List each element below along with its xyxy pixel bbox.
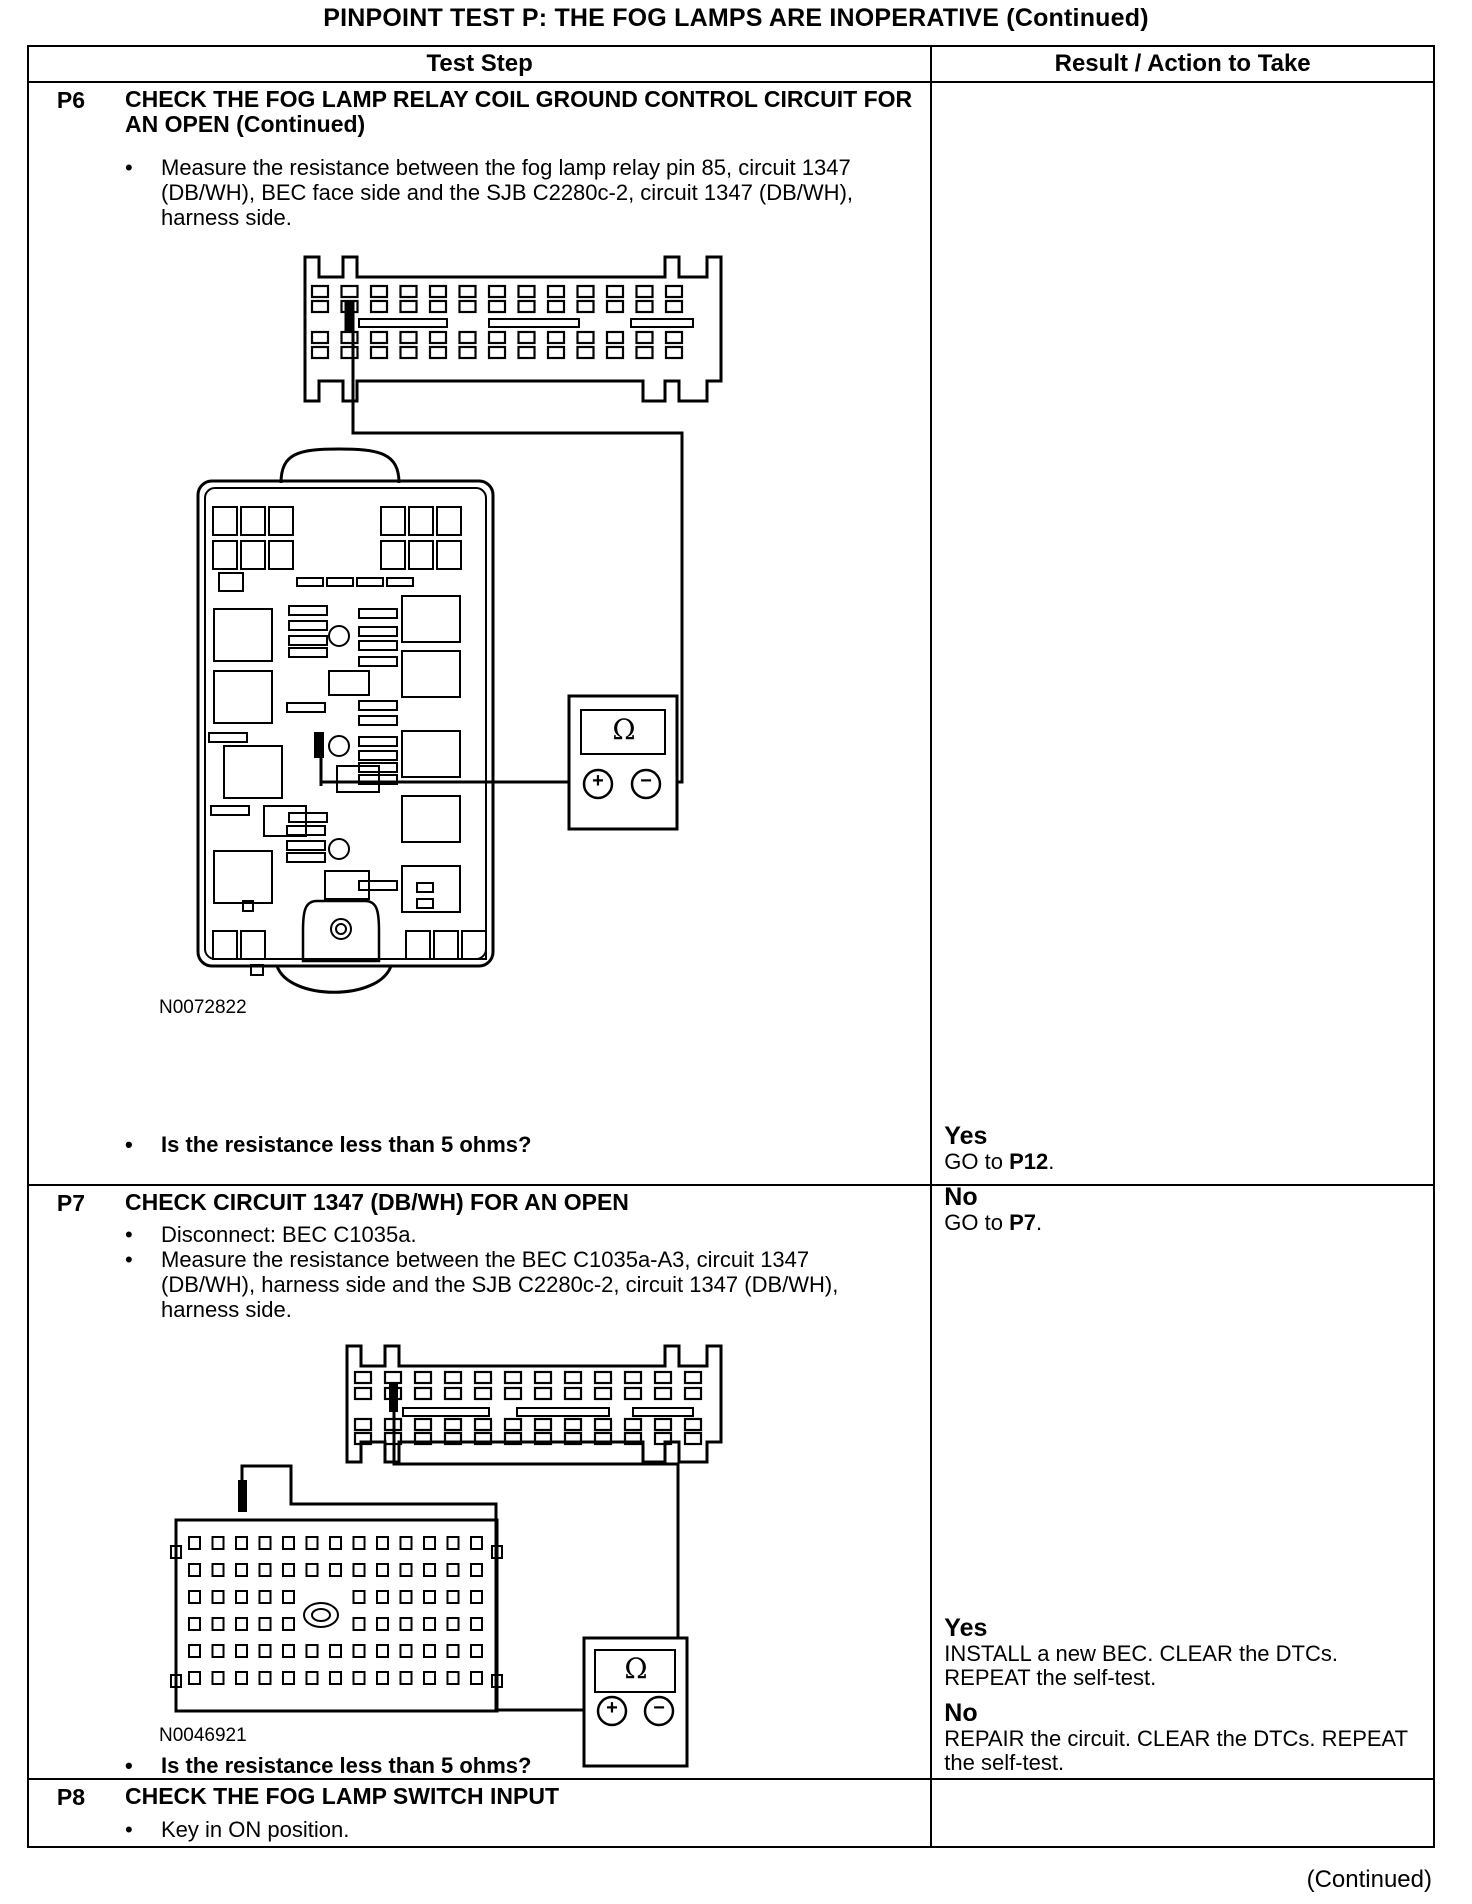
relay [325, 871, 369, 899]
connector-pin [283, 1591, 294, 1603]
bec-connector-pins [189, 1537, 482, 1684]
probe-plus-label: + [606, 1697, 618, 1719]
result-no [944, 1700, 1414, 1775]
step-p6-layout [29, 83, 930, 1184]
connector-pin [424, 1564, 435, 1576]
connector-pin [505, 1388, 521, 1399]
connector-pin [377, 1618, 388, 1630]
connector-pin [548, 286, 564, 297]
instruction-item: • Measure the resistance between the fog lamp relay pin 85, circuit 1347 (DB/WH), BEC face side and the SJB C2280c-2, circuit 1347 (DB/WH), harness side. [29, 155, 930, 230]
connector-pin [307, 1645, 318, 1657]
step-row-p8 [28, 1779, 1434, 1847]
mini-fuse [289, 621, 327, 630]
connector-pin [471, 1645, 482, 1657]
relay [402, 731, 460, 777]
connector-pin [595, 1388, 611, 1399]
connector-pin [565, 1419, 581, 1430]
ohm-symbol: Ω [624, 1652, 648, 1685]
connector-pin [637, 301, 653, 312]
connector-pin [519, 286, 535, 297]
wiring-diagram-p6 [29, 141, 931, 1184]
result-yes [944, 1615, 1414, 1690]
mini-fuse [289, 813, 327, 822]
connector-pin [666, 347, 682, 358]
connector-pin [342, 347, 358, 358]
step-id: P7 [56, 1190, 86, 1216]
goto-target: P12 [1009, 1149, 1049, 1174]
connector-pin [213, 1672, 224, 1684]
action-suffix: . [1036, 1210, 1043, 1235]
connector-pin [283, 1645, 294, 1657]
connector-pin [445, 1419, 461, 1430]
result-no-label: No [944, 1183, 978, 1211]
connector-pin [189, 1645, 200, 1657]
mini-fuse [359, 751, 397, 760]
connector-pin [354, 1591, 365, 1603]
connector-pin [312, 301, 328, 312]
action-text: GO to [944, 1149, 1010, 1174]
relay [214, 609, 272, 661]
fuse [409, 507, 433, 535]
connector-pin [430, 286, 446, 297]
connector-pin [595, 1372, 611, 1383]
connector-pin [354, 1645, 365, 1657]
connector-pin [330, 1537, 341, 1549]
mini-fuse [359, 609, 397, 618]
relay [224, 746, 282, 798]
fuse [241, 507, 265, 535]
mini-fuse [289, 636, 327, 645]
connector-pin [371, 347, 387, 358]
fuse [213, 541, 237, 569]
connector-pin [448, 1618, 459, 1630]
connector-pin [505, 1372, 521, 1383]
connector-pin [448, 1591, 459, 1603]
connector-pin [666, 301, 682, 312]
connector-pin [519, 332, 535, 343]
connector-pin [415, 1419, 431, 1430]
connector-pin [565, 1388, 581, 1399]
test-question: • Is the resistance less than 5 ohms? [29, 1753, 930, 1778]
wiring-diagram-p7 [29, 1220, 931, 1778]
question-list [29, 1753, 930, 1778]
relay [402, 651, 460, 697]
connector-pin [625, 1372, 641, 1383]
connector-pin [236, 1564, 247, 1576]
relay [402, 866, 460, 912]
connector-pin [448, 1564, 459, 1576]
connector-pin [330, 1564, 341, 1576]
connector-pin [471, 1591, 482, 1603]
connector-pin [475, 1388, 491, 1399]
connector-pin [371, 332, 387, 343]
connector-pin [354, 1564, 365, 1576]
connector-slots [403, 1408, 693, 1416]
probe-minus-label: − [653, 1697, 665, 1719]
connector-pin [578, 301, 594, 312]
connector-pin [578, 286, 594, 297]
connector-pin [448, 1537, 459, 1549]
connector-pin [236, 1645, 247, 1657]
connector-pin [548, 332, 564, 343]
stud-terminal [329, 736, 349, 756]
connector-pin [578, 332, 594, 343]
step-row-p6 [28, 82, 1434, 1185]
probe-minus-label: − [640, 770, 652, 792]
connector-pin [489, 332, 505, 343]
connector-pin [430, 347, 446, 358]
connector-pin [377, 1564, 388, 1576]
step-id: P6 [56, 87, 86, 113]
connector-pin [445, 1388, 461, 1399]
connector-pin [685, 1419, 701, 1430]
connector-pin [377, 1672, 388, 1684]
column-header-result: Result / Action to Take [931, 46, 1434, 82]
sjb-connector-c2280c [305, 257, 721, 401]
connector-pin [283, 1672, 294, 1684]
mini-fuse [287, 853, 325, 862]
step-cell-p6 [28, 82, 931, 1185]
connector-pin [535, 1419, 551, 1430]
connector-pin [578, 347, 594, 358]
mini-fuse [359, 701, 397, 710]
relay [402, 796, 460, 842]
relay [329, 671, 369, 695]
connector-pin [637, 332, 653, 343]
connector-pin [685, 1388, 701, 1399]
probe-relay-pin-85 [315, 733, 323, 757]
fuse [213, 931, 237, 959]
instruction-item: • Key in ON position. [29, 1817, 930, 1842]
result-yes-action [944, 1150, 1054, 1174]
result-cell-p7 [931, 1185, 1434, 1779]
connector-pin [401, 1591, 412, 1603]
connector-pin [371, 286, 387, 297]
connector-pin [330, 1672, 341, 1684]
fuse [241, 931, 265, 959]
connector-pin [189, 1537, 200, 1549]
instruction-list [29, 1817, 930, 1842]
probe-plus-label: + [592, 770, 604, 792]
connector-pin [189, 1672, 200, 1684]
connector-pin [307, 1564, 318, 1576]
step-cell-p8 [28, 1779, 931, 1847]
connector-pin [189, 1564, 200, 1576]
result-yes [944, 1123, 1054, 1174]
relay [402, 596, 460, 642]
connector-pin [448, 1645, 459, 1657]
fuse [269, 541, 293, 569]
connector-pin [377, 1591, 388, 1603]
mini-fuse [359, 627, 397, 636]
step-title: CHECK CIRCUIT 1347 (DB/WH) FOR AN OPEN [125, 1189, 629, 1215]
connector-pin [213, 1537, 224, 1549]
connector-pin [354, 1618, 365, 1630]
connector-pin [625, 1419, 641, 1430]
mini-fuse [417, 899, 433, 908]
stud-terminal [329, 626, 349, 646]
connector-pin [489, 286, 505, 297]
connector-pin [236, 1591, 247, 1603]
connector-pins [312, 286, 682, 358]
connector-pin [342, 332, 358, 343]
fuse [241, 541, 265, 569]
connector-pin [283, 1564, 294, 1576]
mini-fuse [289, 648, 327, 657]
mini-fuse [417, 883, 433, 892]
connector-pin [655, 1419, 671, 1430]
goto-target: P7 [1009, 1210, 1036, 1235]
connector-pin [471, 1537, 482, 1549]
connector-pin [424, 1672, 435, 1684]
connector-pin [548, 347, 564, 358]
connector-pin [475, 1372, 491, 1383]
connector-pin [260, 1564, 271, 1576]
connector-pin [377, 1645, 388, 1657]
test-question: • Is the resistance less than 5 ohms? [29, 1132, 930, 1157]
mini-fuse [287, 841, 325, 850]
mini-fuse [359, 716, 397, 725]
mini-fuse [297, 578, 323, 586]
step-body-p6 [29, 141, 930, 1184]
fuse [381, 507, 405, 535]
connector-pin [385, 1372, 401, 1383]
connector-pin [283, 1618, 294, 1630]
connector-pin [401, 1564, 412, 1576]
fuse [213, 507, 237, 535]
page-title: PINPOINT TEST P: THE FOG LAMPS ARE INOPERATIVE (Continued) [323, 4, 1149, 32]
connector-pin [535, 1372, 551, 1383]
connector-pin [424, 1591, 435, 1603]
connector-pin [213, 1564, 224, 1576]
fuse [381, 541, 405, 569]
connector-pin [355, 1388, 371, 1399]
continued-footer: (Continued) [1306, 1866, 1432, 1893]
connector-pin [213, 1618, 224, 1630]
connector-pin [607, 347, 623, 358]
connector-pin [424, 1618, 435, 1630]
connector-pin [489, 347, 505, 358]
action-suffix: . [1048, 1149, 1055, 1174]
connector-slots [359, 319, 693, 327]
fuse [406, 931, 430, 959]
connector-pin [189, 1618, 200, 1630]
step-body-p7 [29, 1220, 930, 1778]
connector-pin [283, 1537, 294, 1549]
connector-pin [430, 332, 446, 343]
fuse [219, 573, 243, 591]
action-text: GO to [944, 1210, 1010, 1235]
connector-pin [424, 1537, 435, 1549]
connector-pin [471, 1618, 482, 1630]
connector-pin [312, 332, 328, 343]
connector-pin [260, 1537, 271, 1549]
connector-pin [505, 1419, 521, 1430]
connector-pin [471, 1672, 482, 1684]
connector-pin [685, 1433, 701, 1444]
step-id: P8 [56, 1784, 86, 1810]
connector-pin [637, 347, 653, 358]
result-no-label: No [944, 1699, 978, 1727]
connector-pin [460, 286, 476, 297]
connector-pin [685, 1372, 701, 1383]
connector-pin [355, 1419, 371, 1430]
connector-pin [607, 286, 623, 297]
result-cell-p8 [931, 1779, 1434, 1847]
connector-pin [401, 286, 417, 297]
connector-pin [637, 286, 653, 297]
fuse-box-relays-and-fuses [209, 507, 486, 959]
mini-fuse [357, 578, 383, 586]
connector-pin [189, 1591, 200, 1603]
fuse [409, 541, 433, 569]
table-header-row [28, 46, 1434, 82]
connector-pin [471, 1564, 482, 1576]
step-p7-layout [29, 1186, 930, 1778]
connector-pin [354, 1537, 365, 1549]
connector-pin [666, 286, 682, 297]
figure-id: N0072822 [159, 997, 247, 1018]
connector-pin [355, 1372, 371, 1383]
connector-pin [377, 1537, 388, 1549]
connector-pin [371, 301, 387, 312]
connector-pin [415, 1372, 431, 1383]
connector-pin [430, 301, 446, 312]
connector-pin [307, 1672, 318, 1684]
connector-pin [213, 1591, 224, 1603]
pinpoint-test-table [27, 45, 1435, 1848]
mini-fuse [211, 806, 249, 815]
connector-pin [236, 1672, 247, 1684]
connector-pin [307, 1537, 318, 1549]
mini-fuse [359, 737, 397, 746]
connector-pin [236, 1537, 247, 1549]
result-yes-label: Yes [944, 1122, 988, 1150]
connector-pin [535, 1388, 551, 1399]
connector-pin [401, 1672, 412, 1684]
connector-pin [655, 1388, 671, 1399]
fuse [462, 931, 486, 959]
connector-pin [607, 332, 623, 343]
step-cell-p7 [28, 1185, 931, 1779]
connector-pin [401, 1645, 412, 1657]
connector-pin [519, 301, 535, 312]
fuse [269, 507, 293, 535]
result-no-action: REPAIR the circuit. CLEAR the DTCs. REPEAT the self-test. [944, 1726, 1408, 1775]
connector-pin [460, 332, 476, 343]
stud-terminal [329, 839, 349, 859]
mini-fuse [287, 703, 325, 712]
connector-pin [625, 1388, 641, 1399]
result-yes-label: Yes [944, 1614, 988, 1642]
step-p8-layout [29, 1780, 930, 1846]
connector-pin [260, 1591, 271, 1603]
connector-pin [424, 1645, 435, 1657]
connector-pin [445, 1372, 461, 1383]
connector-pin [460, 301, 476, 312]
connector-pin [666, 332, 682, 343]
figure-id: N0046921 [159, 1725, 247, 1746]
connector-pin [330, 1645, 341, 1657]
step-body-p8 [29, 1814, 930, 1846]
mini-fuse [359, 657, 397, 666]
connector-pin [312, 286, 328, 297]
fuse [437, 507, 461, 535]
step-title: CHECK THE FOG LAMP SWITCH INPUT [125, 1783, 560, 1809]
instruction-item: • Measure the resistance between the BEC C1035a-A3, circuit 1347 (DB/WH), harness side and the SJB C2280c-2, circuit 1347 (DB/WH), harness side. [29, 1247, 930, 1322]
connector-pin [519, 347, 535, 358]
mini-fuse [359, 881, 397, 890]
question-list [29, 1132, 930, 1157]
result-yes-action: INSTALL a new BEC. CLEAR the DTCs. REPEAT the self-test. [944, 1641, 1338, 1690]
step-title: CHECK THE FOG LAMP RELAY COIL GROUND CONTROL CIRCUIT FOR AN OPEN (Continued) [125, 86, 913, 137]
step-row-p7 [28, 1185, 1434, 1779]
connector-pin [354, 1672, 365, 1684]
connector-pin [401, 1537, 412, 1549]
mini-fuse [359, 641, 397, 650]
connector-pin [401, 1618, 412, 1630]
connector-pin [401, 301, 417, 312]
ohm-symbol: Ω [612, 713, 636, 746]
connector-pin [655, 1372, 671, 1383]
relay [214, 671, 272, 723]
fuse [437, 541, 461, 569]
connector-pin [260, 1645, 271, 1657]
result-cell-p6 [931, 82, 1434, 1235]
connector-pin [236, 1618, 247, 1630]
connector-pin [607, 301, 623, 312]
mini-fuse [209, 733, 247, 742]
connector-pin [595, 1419, 611, 1430]
connector-pin [401, 347, 417, 358]
connector-pin [260, 1672, 271, 1684]
relay [214, 851, 272, 903]
column-header-test-step: Test Step [28, 46, 931, 82]
connector-pin [213, 1645, 224, 1657]
connector-pin [401, 332, 417, 343]
mini-fuse [327, 578, 353, 586]
connector-pin [448, 1672, 459, 1684]
connector-pin [342, 286, 358, 297]
connector-pin [489, 301, 505, 312]
mini-fuse [289, 606, 327, 615]
connector-pin [460, 347, 476, 358]
connector-pin [312, 347, 328, 358]
connector-pin [475, 1419, 491, 1430]
connector-pin [565, 1372, 581, 1383]
fuse [434, 931, 458, 959]
connector-pin [415, 1388, 431, 1399]
mini-fuse [387, 578, 413, 586]
connector-pin [260, 1618, 271, 1630]
connector-pin [548, 301, 564, 312]
instruction-item: • Disconnect: BEC C1035a. [29, 1222, 930, 1247]
